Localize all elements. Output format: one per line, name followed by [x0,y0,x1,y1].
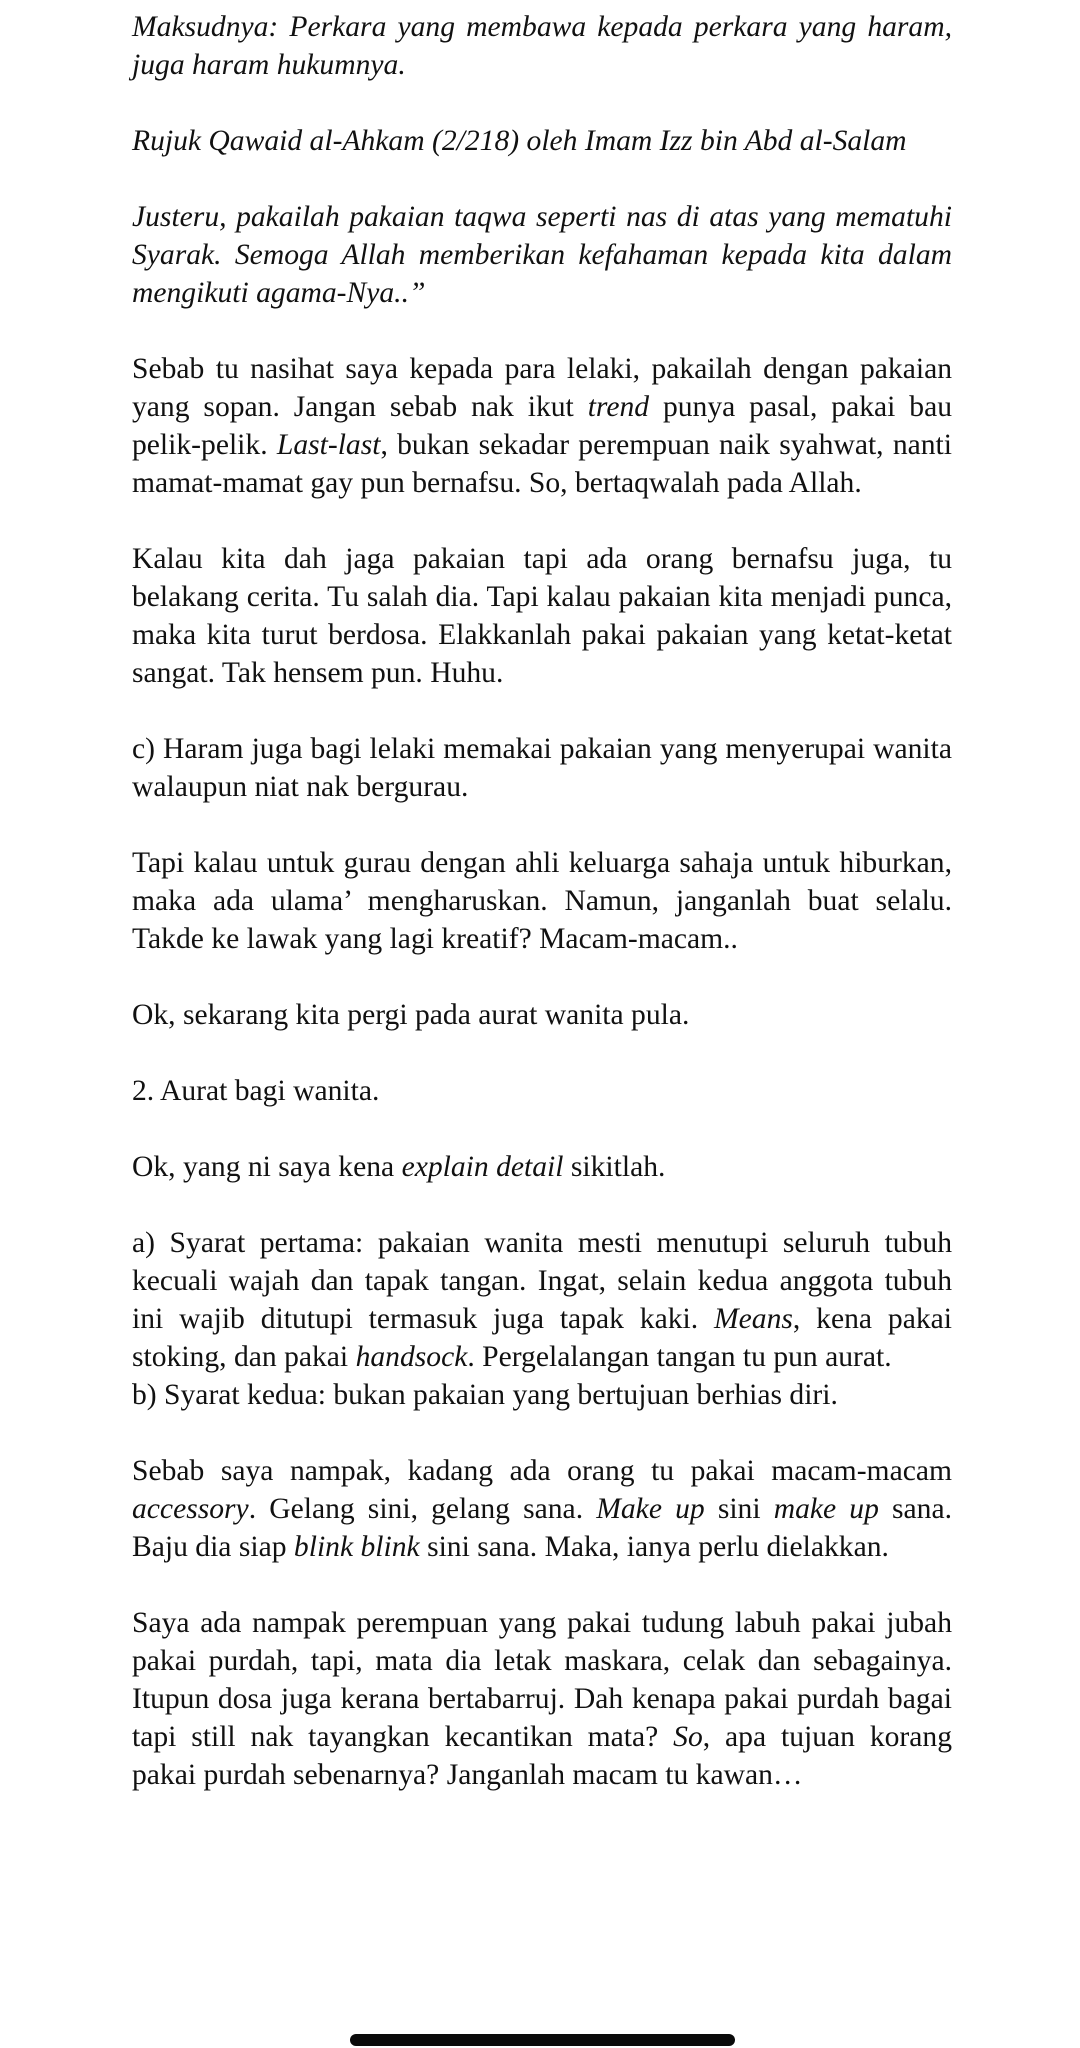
paragraph-transition: Ok, sekarang kita pergi pada aurat wanita pula. [132,999,690,1031]
italic-term: handsock [355,1341,468,1373]
paragraph-condition-b: b) Syarat kedua: bukan pakaian yang bertujuan berhias diri. [132,1379,838,1411]
paragraph-explain-intro [132,1148,952,1186]
italic-term: trend [587,391,650,423]
paragraph-point-c: c) Haram juga bagi lelaki memakai pakaian yang menyerupai wanita walaupun niat nak bergurau. [132,733,952,803]
text-segment: a) Syarat pertama: pakaian wanita mesti menutupi seluruh tubuh kecuali wajah dan tapak tangan. Ingat, selain kedua anggota tubuh ini wajib ditutupi termasuk juga tapak kaki. [132,1227,952,1335]
italic-term: Means [714,1303,793,1335]
section-heading-women-aurat: 2. Aurat bagi wanita. [132,1075,380,1107]
italic-term: accessory [132,1493,249,1525]
text-segment: punya pasal, pakai bau pelik-pelik. [132,391,952,461]
text-segment: . Pergelalangan tangan tu pun aurat. [467,1341,892,1373]
paragraph-family-jest: Tapi kalau untuk gurau dengan ahli keluarga sahaja untuk hiburkan, maka ada ulama’ mengharuskan. Namun, janganlah buat selalu. Takde ke lawak yang lagi kreatif? Macam-macam.. [132,847,952,955]
text-segment: sini [704,1493,774,1525]
home-indicator-bar[interactable] [350,2034,735,2046]
italic-term: make up [773,1493,879,1525]
paragraph-clothing-responsibility: Kalau kita dah jaga pakaian tapi ada orang bernafsu juga, tu belakang cerita. Tu salah dia. Tapi kalau pakaian kita menjadi punca, maka kita turut berdosa. Elakkanlah pakai pakaian yang ketat-ketat sangat. Tak hensem pun. Huhu. [132,543,952,689]
paragraph-purdah [132,1604,952,1794]
text-segment: Sebab saya nampak, kadang ada orang tu pakai macam-macam [132,1455,952,1487]
document-body [132,8,952,1832]
text-segment: sikitlah. [563,1151,666,1183]
italic-term: Last-last [276,429,381,461]
paragraph-advice-men [132,350,952,502]
paragraph-meaning: Maksudnya: Perkara yang membawa kepada perkara yang haram, juga haram hukumnya. [132,11,952,81]
text-segment: sini sana. Maka, ianya perlu dielakkan. [419,1531,889,1563]
text-segment: sana. Baju dia siap [132,1493,953,1563]
text-segment: , apa tujuan korang pakai purdah sebenarnya? Janganlah macam tu kawan… [132,1721,952,1791]
paragraph-reference: Rujuk Qawaid al-Ahkam (2/218) oleh Imam Izz bin Abd al-Salam [132,125,907,157]
text-segment: , bukan sekadar perempuan naik syahwat, nanti mamat-mamat gay pun bernafsu. So, bertaqwalah pada Allah. [132,429,953,499]
text-segment: Ok, yang ni saya kena [132,1151,402,1183]
text-segment: . Gelang sini, gelang sana. [248,1493,597,1525]
text-segment: Sebab tu nasihat saya kepada para lelaki, pakailah dengan pakaian yang sopan. Jangan sebab nak ikut [132,353,952,423]
text-segment: , kena pakai stoking, dan pakai [132,1303,952,1373]
paragraph-quote-conclusion: Justeru, pakailah pakaian taqwa seperti nas di atas yang mematuhi Syarak. Semoga Allah memberikan kefahaman kepada kita dalam mengikuti agama-Nya..” [132,201,952,309]
paragraph-condition-a [132,1224,952,1376]
text-segment: Saya ada nampak perempuan yang pakai tudung labuh pakai jubah pakai purdah, tapi, mata dia letak maskara, celak dan sebagainya. Itupun dosa juga kerana bertabarruj. Dah kenapa pakai purdah bagai tapi still nak tayangkan kecantikan mata? [132,1607,952,1753]
italic-term: explain detail [401,1151,564,1183]
italic-term: So [673,1721,703,1753]
italic-term: blink blink [293,1531,420,1563]
italic-term: Make up [596,1493,705,1525]
paragraph-accessories [132,1452,952,1566]
